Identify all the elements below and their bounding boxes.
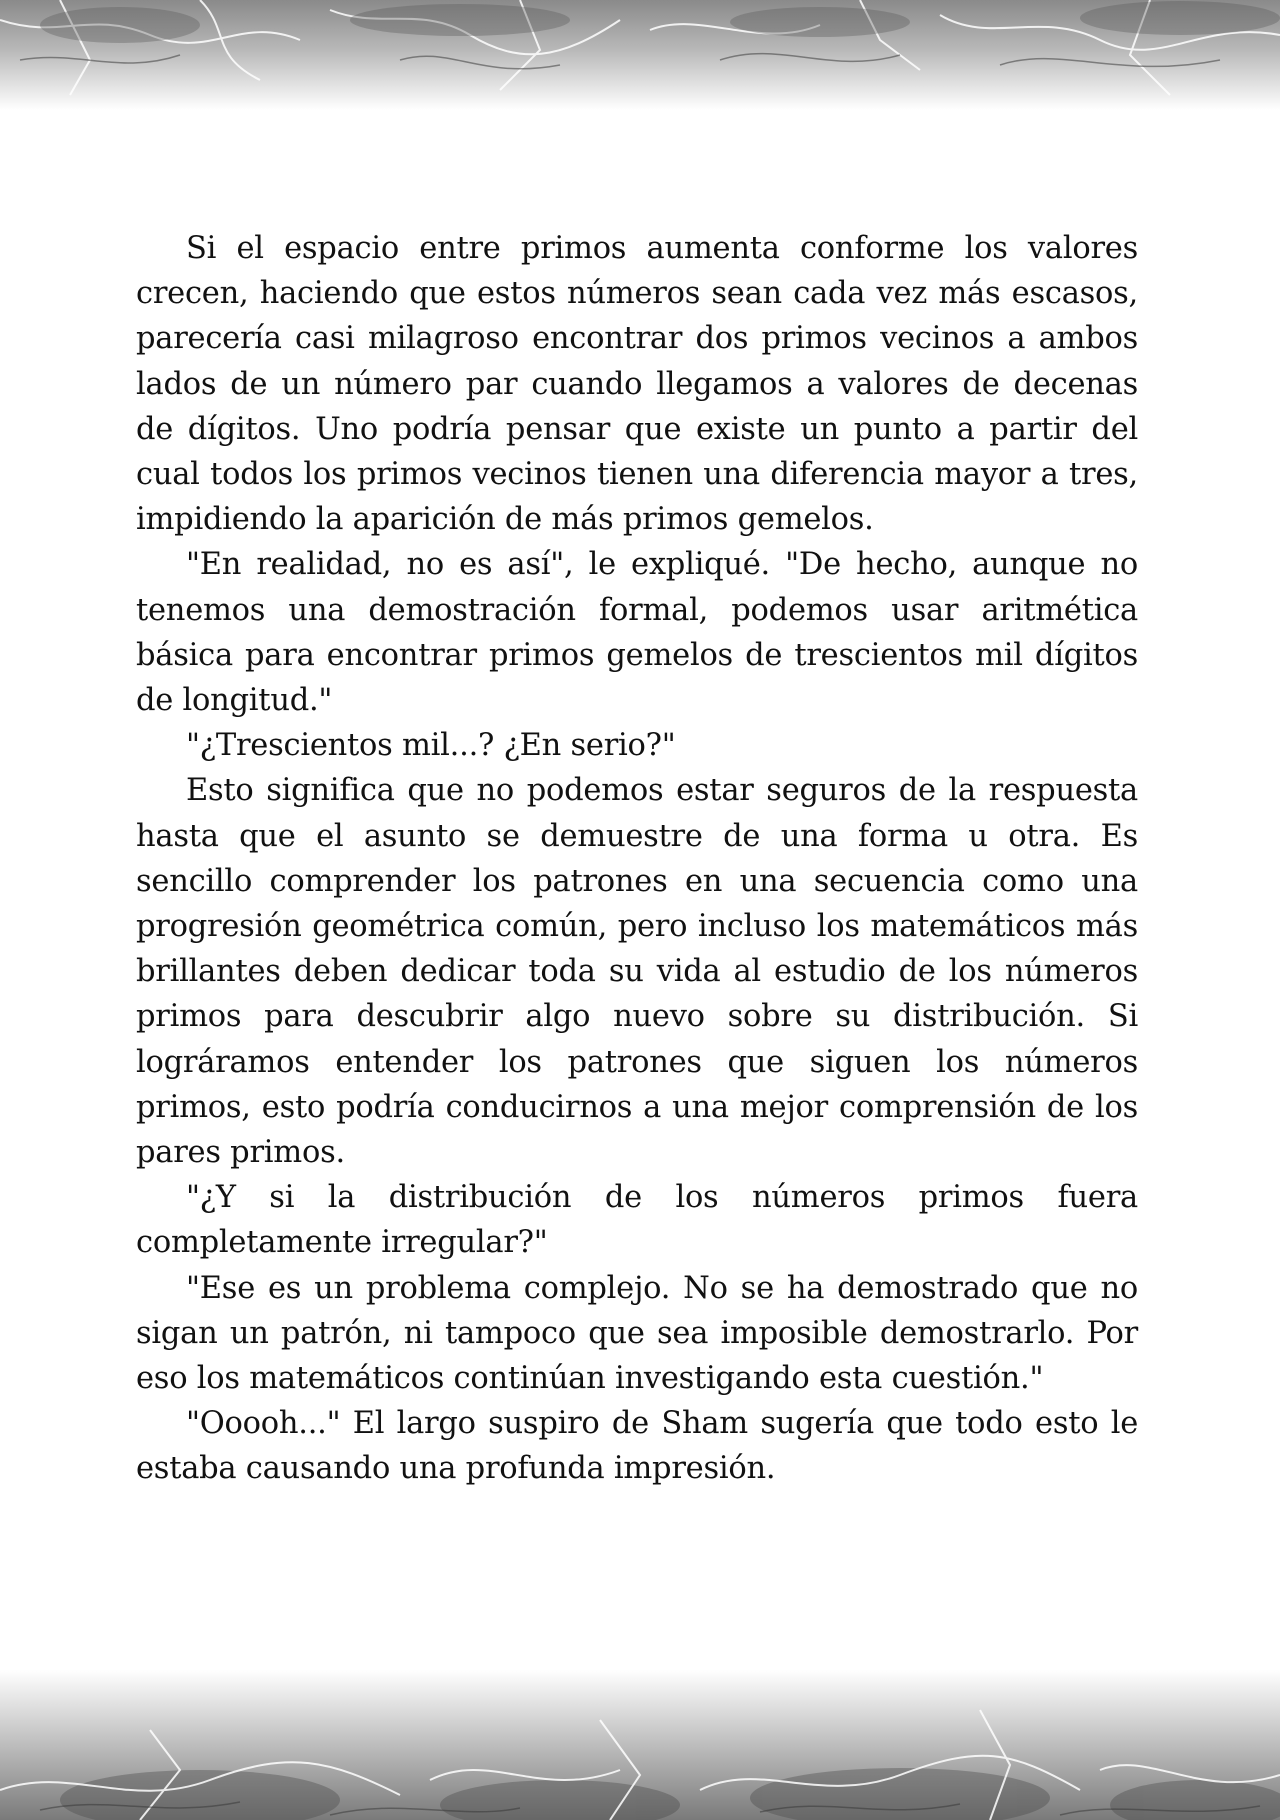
paragraph: "¿Y si la distribución de los números primos fuera completamente irregular?" xyxy=(136,1180,1138,1261)
paragraph: "Ese es un problema complejo. No se ha demostrado que no sigan un patrón, ni tampoco que sea imposible demostrarlo. Por eso los matemáticos continúan investigando esta cuestión." xyxy=(136,1270,1138,1397)
paragraph: "En realidad, no es así", le expliqué. "De hecho, aunque no tenemos una demostración formal, podemos usar aritmética básica para encontrar primos gemelos de trescientos mil dígitos de longitud." xyxy=(136,547,1138,719)
page-text xyxy=(136,226,1138,1492)
marble-top-border xyxy=(0,0,1280,110)
paragraph: "¿Trescientos mil...? ¿En serio?" xyxy=(186,728,676,764)
paragraph: "Ooooh..." El largo suspiro de Sham sugería que todo esto le estaba causando una profunda impresión. xyxy=(136,1406,1138,1487)
marble-bottom-border xyxy=(0,1670,1280,1820)
paragraph: Esto significa que no podemos estar seguros de la respuesta hasta que el asunto se demuestre de una forma u otra. Es sencillo comprender los patrones en una secuencia como una progresión geométrica común, pero incluso los matemáticos más brillantes deben dedicar toda su vida al estudio de los números primos para descubrir algo nuevo sobre su distribución. Si lográramos entender los patrones que siguen los números primos, esto podría conducirnos a una mejor comprensión de los pares primos. xyxy=(136,773,1138,1171)
paragraph: Si el espacio entre primos aumenta conforme los valores crecen, haciendo que estos números sean cada vez más escasos, parecería casi milagroso encontrar dos primos vecinos a ambos lados de un número par cuando llegamos a valores de decenas de dígitos. Uno podría pensar que existe un punto a partir del cual todos los primos vecinos tienen una diferencia mayor a tres, impidiendo la aparición de más primos gemelos. xyxy=(136,231,1138,538)
